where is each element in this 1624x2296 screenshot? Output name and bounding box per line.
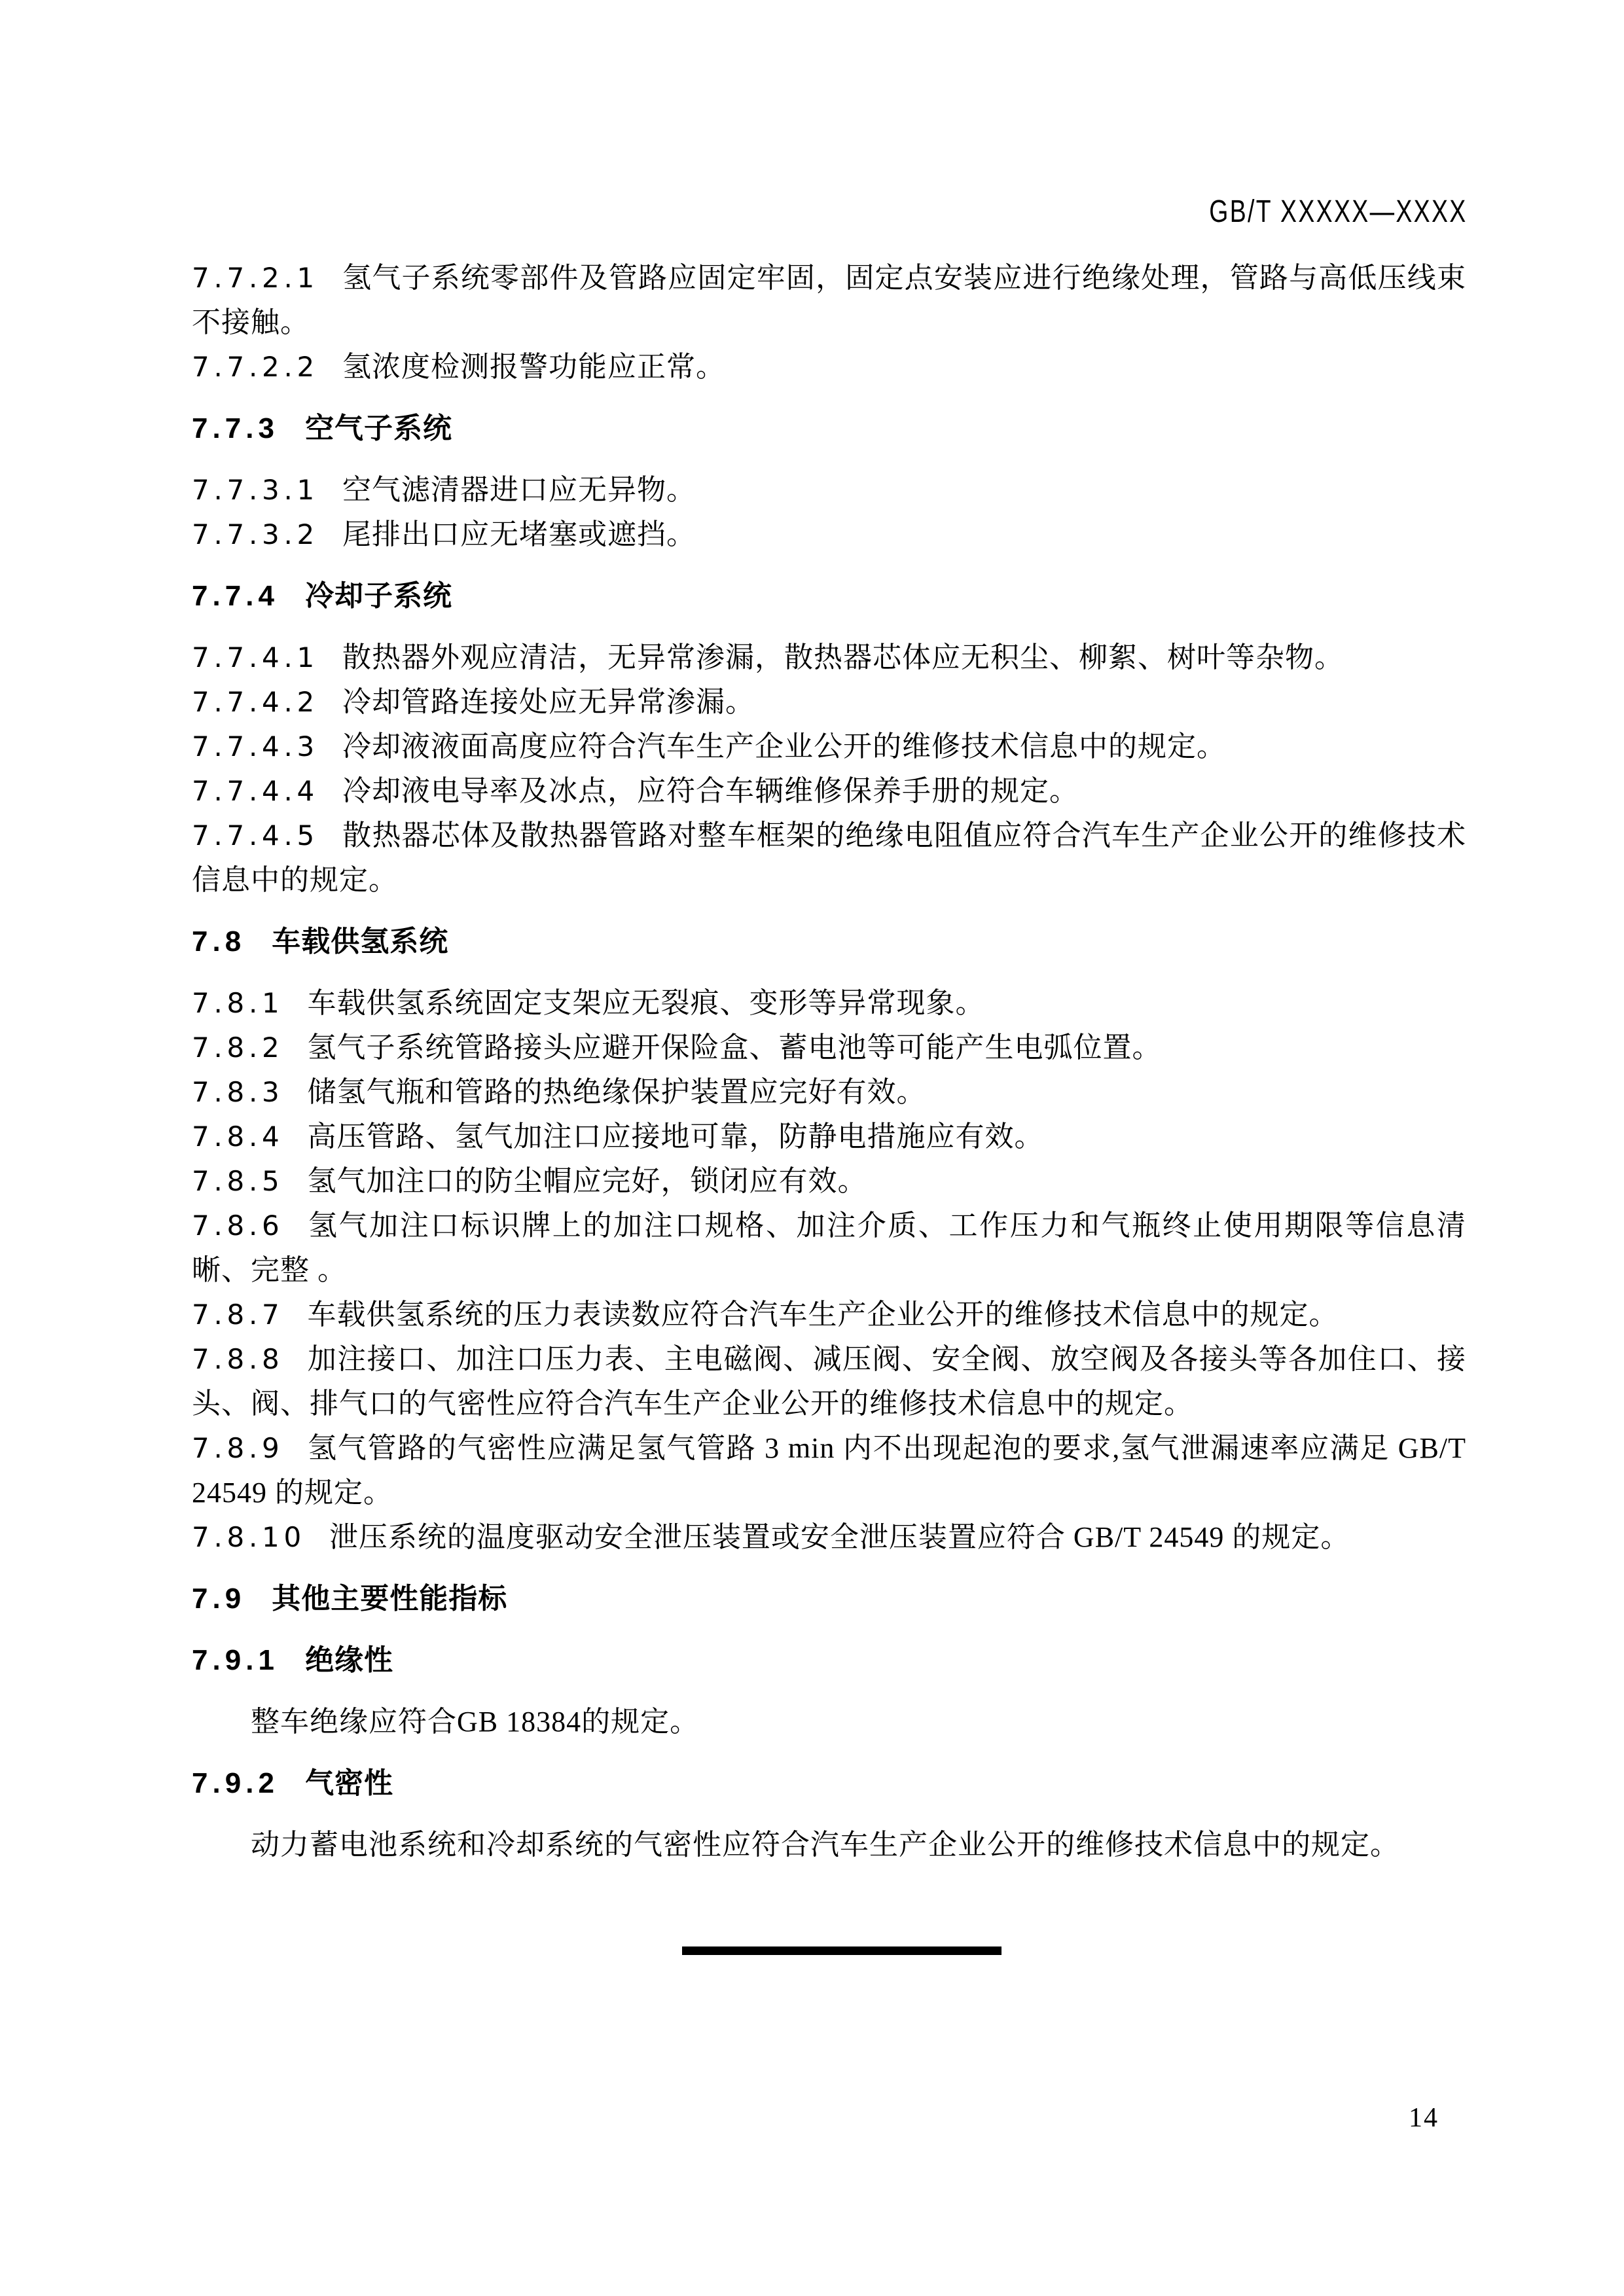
- clause-item: [192, 636, 1466, 680]
- clause-text: 车载供氢系统的压力表读数应符合汽车生产企业公开的维修技术信息中的规定。: [307, 1299, 1339, 1331]
- clause-number: 7.8.6: [192, 1210, 284, 1242]
- section-heading: [192, 574, 1466, 619]
- heading-title: 空气子系统: [305, 412, 453, 444]
- clause-item: [192, 1115, 1466, 1159]
- section-heading: [192, 406, 1466, 451]
- heading-title: 气密性: [305, 1767, 394, 1799]
- clause-text: 氢气加注口标识牌上的加注口规格、加注介质、工作压力和气瓶终止使用期限等信息清晰、完整 。: [192, 1210, 1466, 1286]
- clause-item: [192, 680, 1466, 725]
- clause-text: 加注接口、加注口压力表、主电磁阀、减压阀、安全阀、放空阀及各接头等各加住口、接头、阀、排气口的气密性应符合汽车生产企业公开的维修技术信息中的规定。: [192, 1343, 1466, 1420]
- clause-text: 泄压系统的温度驱动安全泄压装置或安全泄压装置应符合 GB/T 24549 的规定。: [329, 1521, 1350, 1553]
- clause-item: [192, 1515, 1466, 1560]
- heading-number: 7.7.4: [192, 580, 280, 612]
- clause-item: [192, 1070, 1466, 1115]
- clause-text: 冷却管路连接处应无异常渗漏。: [342, 686, 755, 718]
- clause-text: 氢气子系统管路接头应避开保险盒、蓄电池等可能产生电弧位置。: [307, 1031, 1162, 1064]
- section-heading: [192, 1761, 1466, 1806]
- clause-text: 尾排出口应无堵塞或遮挡。: [342, 518, 696, 550]
- clause-item: [192, 1159, 1466, 1204]
- clause-text: 氢气管路的气密性应满足氢气管路 3 min 内不出现起泡的要求,氢气泄漏速率应满足 GB/T 24549 的规定。: [192, 1432, 1466, 1509]
- clause-number: 7.8.5: [192, 1165, 284, 1197]
- clause-item: [192, 1204, 1466, 1293]
- section-heading: [192, 920, 1466, 964]
- heading-number: 7.7.3: [192, 412, 280, 444]
- clause-number: 7.8.7: [192, 1299, 284, 1331]
- body-paragraph: [192, 1823, 1466, 1867]
- clause-item: [192, 769, 1466, 814]
- clause-item: [192, 814, 1466, 903]
- end-of-text-divider: [682, 1946, 1001, 1955]
- clause-number: 7.8.10: [192, 1521, 306, 1553]
- heading-title: 车载供氢系统: [272, 925, 449, 958]
- clause-text: 氢浓度检测报警功能应正常。: [342, 351, 725, 383]
- paragraph-text: 整车绝缘应符合GB 18384的规定。: [251, 1706, 700, 1738]
- clause-number: 7.8.4: [192, 1121, 284, 1153]
- clause-number: 7.7.4.5: [192, 819, 319, 852]
- clause-item: [192, 468, 1466, 512]
- clause-number: 7.8.1: [192, 987, 284, 1019]
- clause-number: 7.7.4.2: [192, 686, 319, 718]
- clause-number: 7.7.3.2: [192, 518, 319, 550]
- body-paragraph: [192, 1700, 1466, 1744]
- heading-number: 7.9: [192, 1583, 246, 1615]
- clause-text: 散热器外观应清洁，无异常渗漏，散热器芯体应无积尘、柳絮、树叶等杂物。: [342, 641, 1344, 673]
- clause-number: 7.7.2.1: [192, 262, 319, 294]
- clause-text: 散热器芯体及散热器管路对整车框架的绝缘电阻值应符合汽车生产企业公开的维修技术信息中的规定。: [192, 819, 1466, 896]
- section-heading: [192, 1577, 1466, 1621]
- clause-number: 7.8.2: [192, 1031, 284, 1064]
- clause-number: 7.8.8: [192, 1343, 284, 1375]
- clause-number: 7.7.3.1: [192, 474, 319, 506]
- clause-number: 7.7.4.1: [192, 641, 319, 673]
- clause-text: 高压管路、氢气加注口应接地可靠，防静电措施应有效。: [307, 1121, 1044, 1153]
- clause-item: [192, 345, 1466, 389]
- clause-text: 储氢气瓶和管路的热绝缘保护装置应完好有效。: [307, 1076, 926, 1108]
- clause-item: [192, 1026, 1466, 1070]
- heading-title: 冷却子系统: [305, 580, 453, 612]
- clause-item: [192, 1337, 1466, 1426]
- clause-number: 7.7.2.2: [192, 351, 319, 383]
- clause-number: 7.8.3: [192, 1076, 284, 1108]
- clause-item: [192, 256, 1466, 345]
- standard-code-header: GB/T XXXXX—XXXX: [1209, 194, 1468, 229]
- clause-number: 7.7.4.3: [192, 730, 319, 762]
- clause-text: 氢气加注口的防尘帽应完好，锁闭应有效。: [307, 1165, 867, 1197]
- heading-number: 7.9.1: [192, 1644, 280, 1676]
- heading-title: 其他主要性能指标: [272, 1583, 508, 1615]
- clause-number: 7.7.4.4: [192, 775, 319, 807]
- clause-item: [192, 1426, 1466, 1515]
- clause-text: 空气滤清器进口应无异物。: [342, 474, 696, 506]
- clause-text: 冷却液电导率及冰点，应符合车辆维修保养手册的规定。: [342, 775, 1079, 807]
- paragraph-text: 动力蓄电池系统和冷却系统的气密性应符合汽车生产企业公开的维修技术信息中的规定。: [251, 1829, 1399, 1861]
- clause-text: 氢气子系统零部件及管路应固定牢固，固定点安装应进行绝缘处理，管路与高低压线束不接触。: [192, 262, 1466, 338]
- clause-text: 冷却液液面高度应符合汽车生产企业公开的维修技术信息中的规定。: [342, 730, 1226, 762]
- page-number: 14: [1409, 2103, 1439, 2133]
- clause-item: [192, 981, 1466, 1026]
- heading-number: 7.8: [192, 925, 246, 958]
- clause-item: [192, 512, 1466, 557]
- clause-item: [192, 725, 1466, 769]
- heading-number: 7.9.2: [192, 1767, 280, 1799]
- clause-item: [192, 1293, 1466, 1337]
- clause-text: 车载供氢系统固定支架应无裂痕、变形等异常现象。: [307, 987, 985, 1019]
- document-body: [192, 256, 1466, 1867]
- section-heading: [192, 1638, 1466, 1683]
- heading-title: 绝缘性: [305, 1644, 394, 1676]
- clause-number: 7.8.9: [192, 1432, 284, 1464]
